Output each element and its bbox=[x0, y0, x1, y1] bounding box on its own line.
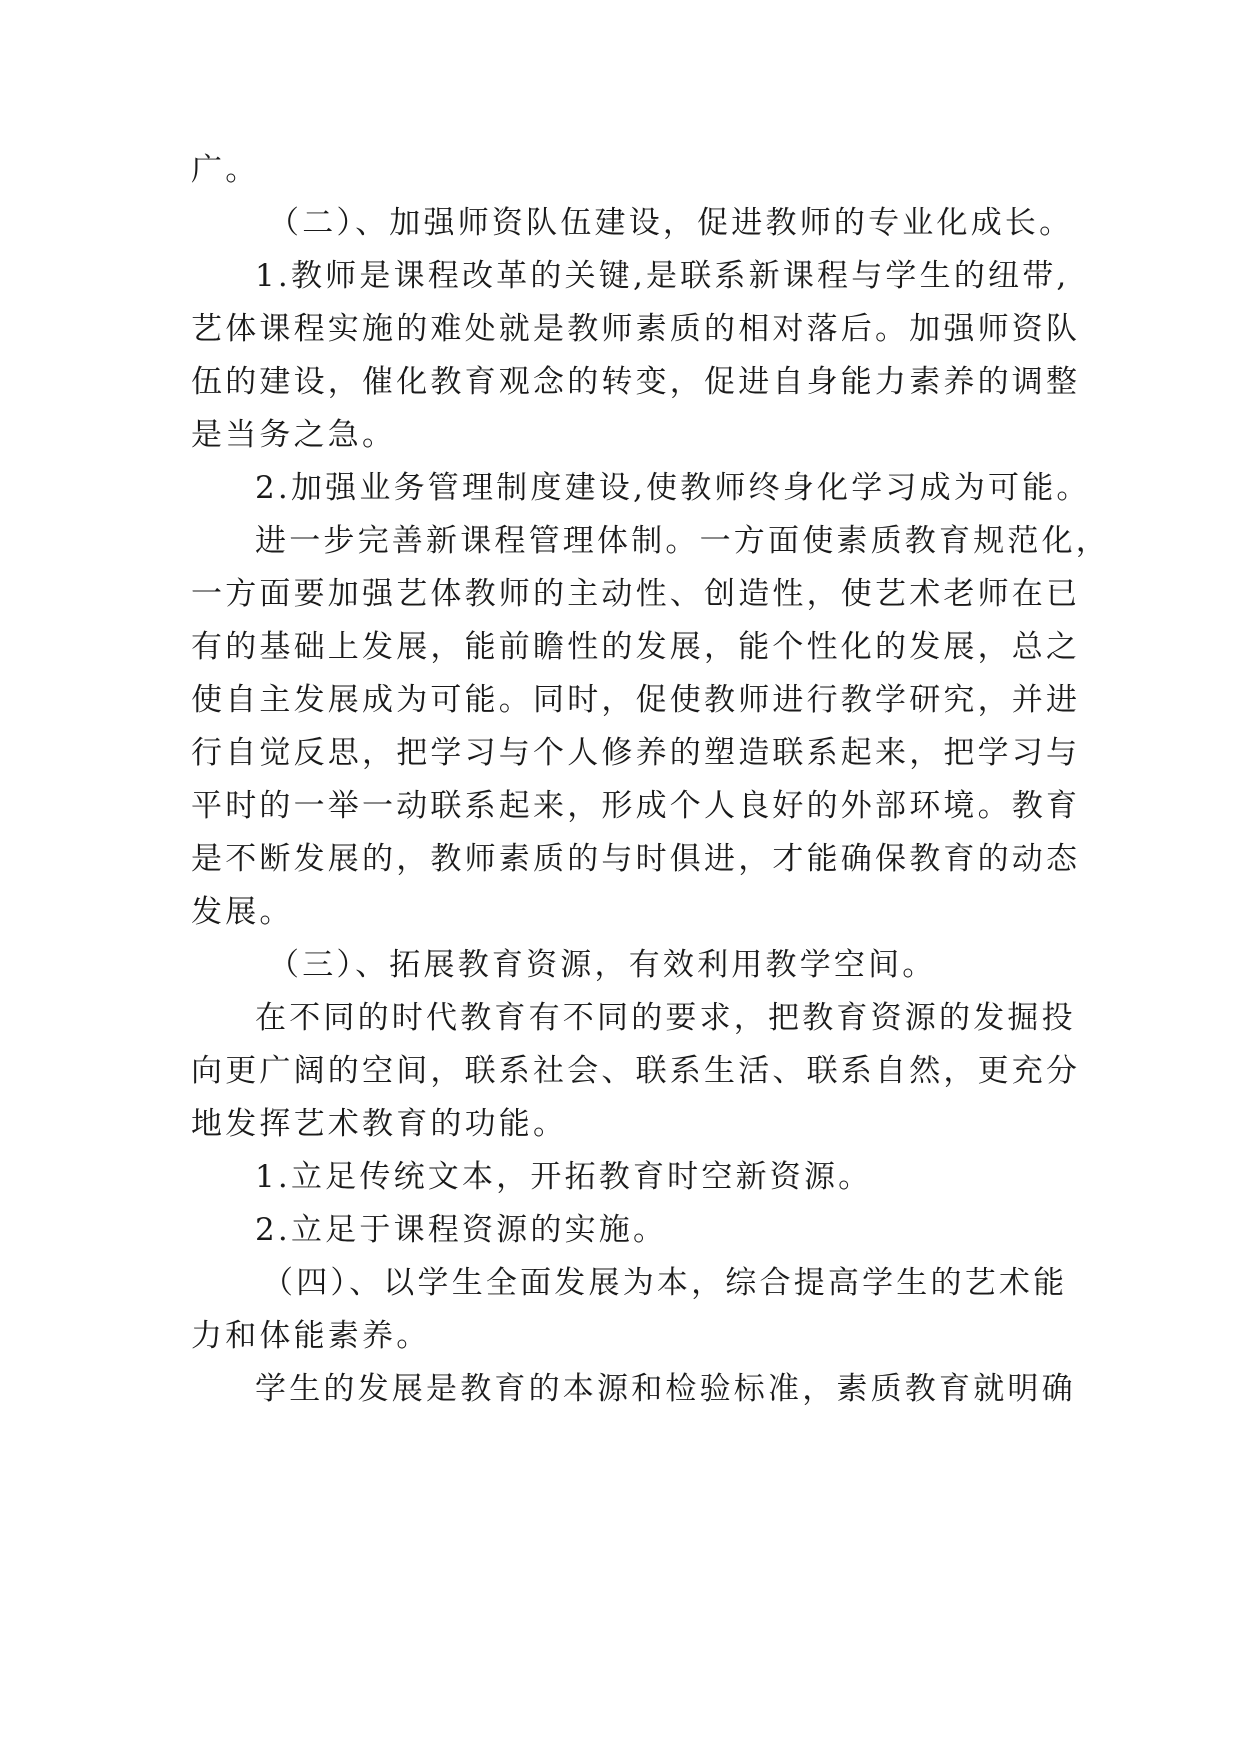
section-heading-4: （四）、以学生全面发展为本，综合提高学生的艺术能 bbox=[262, 1265, 1068, 1301]
text-line-15: 发展。 bbox=[191, 894, 294, 930]
text-line-1: 广。 bbox=[191, 152, 260, 188]
text-line-10: 有的基础上发展，能前瞻性的发展，能个性化的发展，总之 bbox=[191, 629, 1081, 665]
text-line-24: 学生的发展是教育的本源和检验标准，素质教育就明确 bbox=[255, 1371, 1076, 1407]
text-line-8: 进一步完善新课程管理体制。一方面使素质教育规范化， bbox=[255, 523, 1110, 559]
text-line-17: 在不同的时代教育有不同的要求，把教育资源的发掘投 bbox=[255, 1000, 1076, 1036]
text-line-9: 一方面要加强艺体教师的主动性、创造性，使艺术老师在已 bbox=[191, 576, 1081, 612]
text-line-20: 1.立足传统文本，开拓教育时空新资源。 bbox=[255, 1159, 873, 1195]
text-line-6: 是当务之急。 bbox=[191, 417, 397, 453]
text-line-4: 艺体课程实施的难处就是教师素质的相对落后。加强师资队 bbox=[191, 311, 1081, 347]
text-line-19: 地发挥艺术教育的功能。 bbox=[191, 1106, 568, 1142]
text-line-12: 行自觉反思，把学习与个人修养的塑造联系起来，把学习与 bbox=[191, 735, 1081, 771]
text-line-5: 伍的建设，催化教育观念的转变，促进自身能力素养的调整 bbox=[191, 364, 1081, 400]
text-line-23: 力和体能素养。 bbox=[191, 1318, 431, 1354]
text-line-7: 2.加强业务管理制度建设,使教师终身化学习成为可能。 bbox=[255, 470, 1091, 506]
text-line-18: 向更广阔的空间，联系社会、联系生活、联系自然，更充分 bbox=[191, 1053, 1081, 1089]
text-line-11: 使自主发展成为可能。同时，促使教师进行教学研究，并进 bbox=[191, 682, 1081, 718]
text-line-3: 1.教师是课程改革的关键,是联系新课程与学生的纽带, bbox=[255, 258, 1070, 294]
text-line-21: 2.立足于课程资源的实施。 bbox=[255, 1212, 668, 1248]
text-line-14: 是不断发展的，教师素质的与时俱进，才能确保教育的动态 bbox=[191, 841, 1081, 877]
section-heading-2: （二）、加强师资队伍建设，促进教师的专业化成长。 bbox=[268, 205, 1074, 241]
section-heading-3: （三）、拓展教育资源，有效利用教学空间。 bbox=[268, 947, 937, 983]
text-line-13: 平时的一举一动联系起来，形成个人良好的外部环境。教育 bbox=[191, 788, 1081, 824]
